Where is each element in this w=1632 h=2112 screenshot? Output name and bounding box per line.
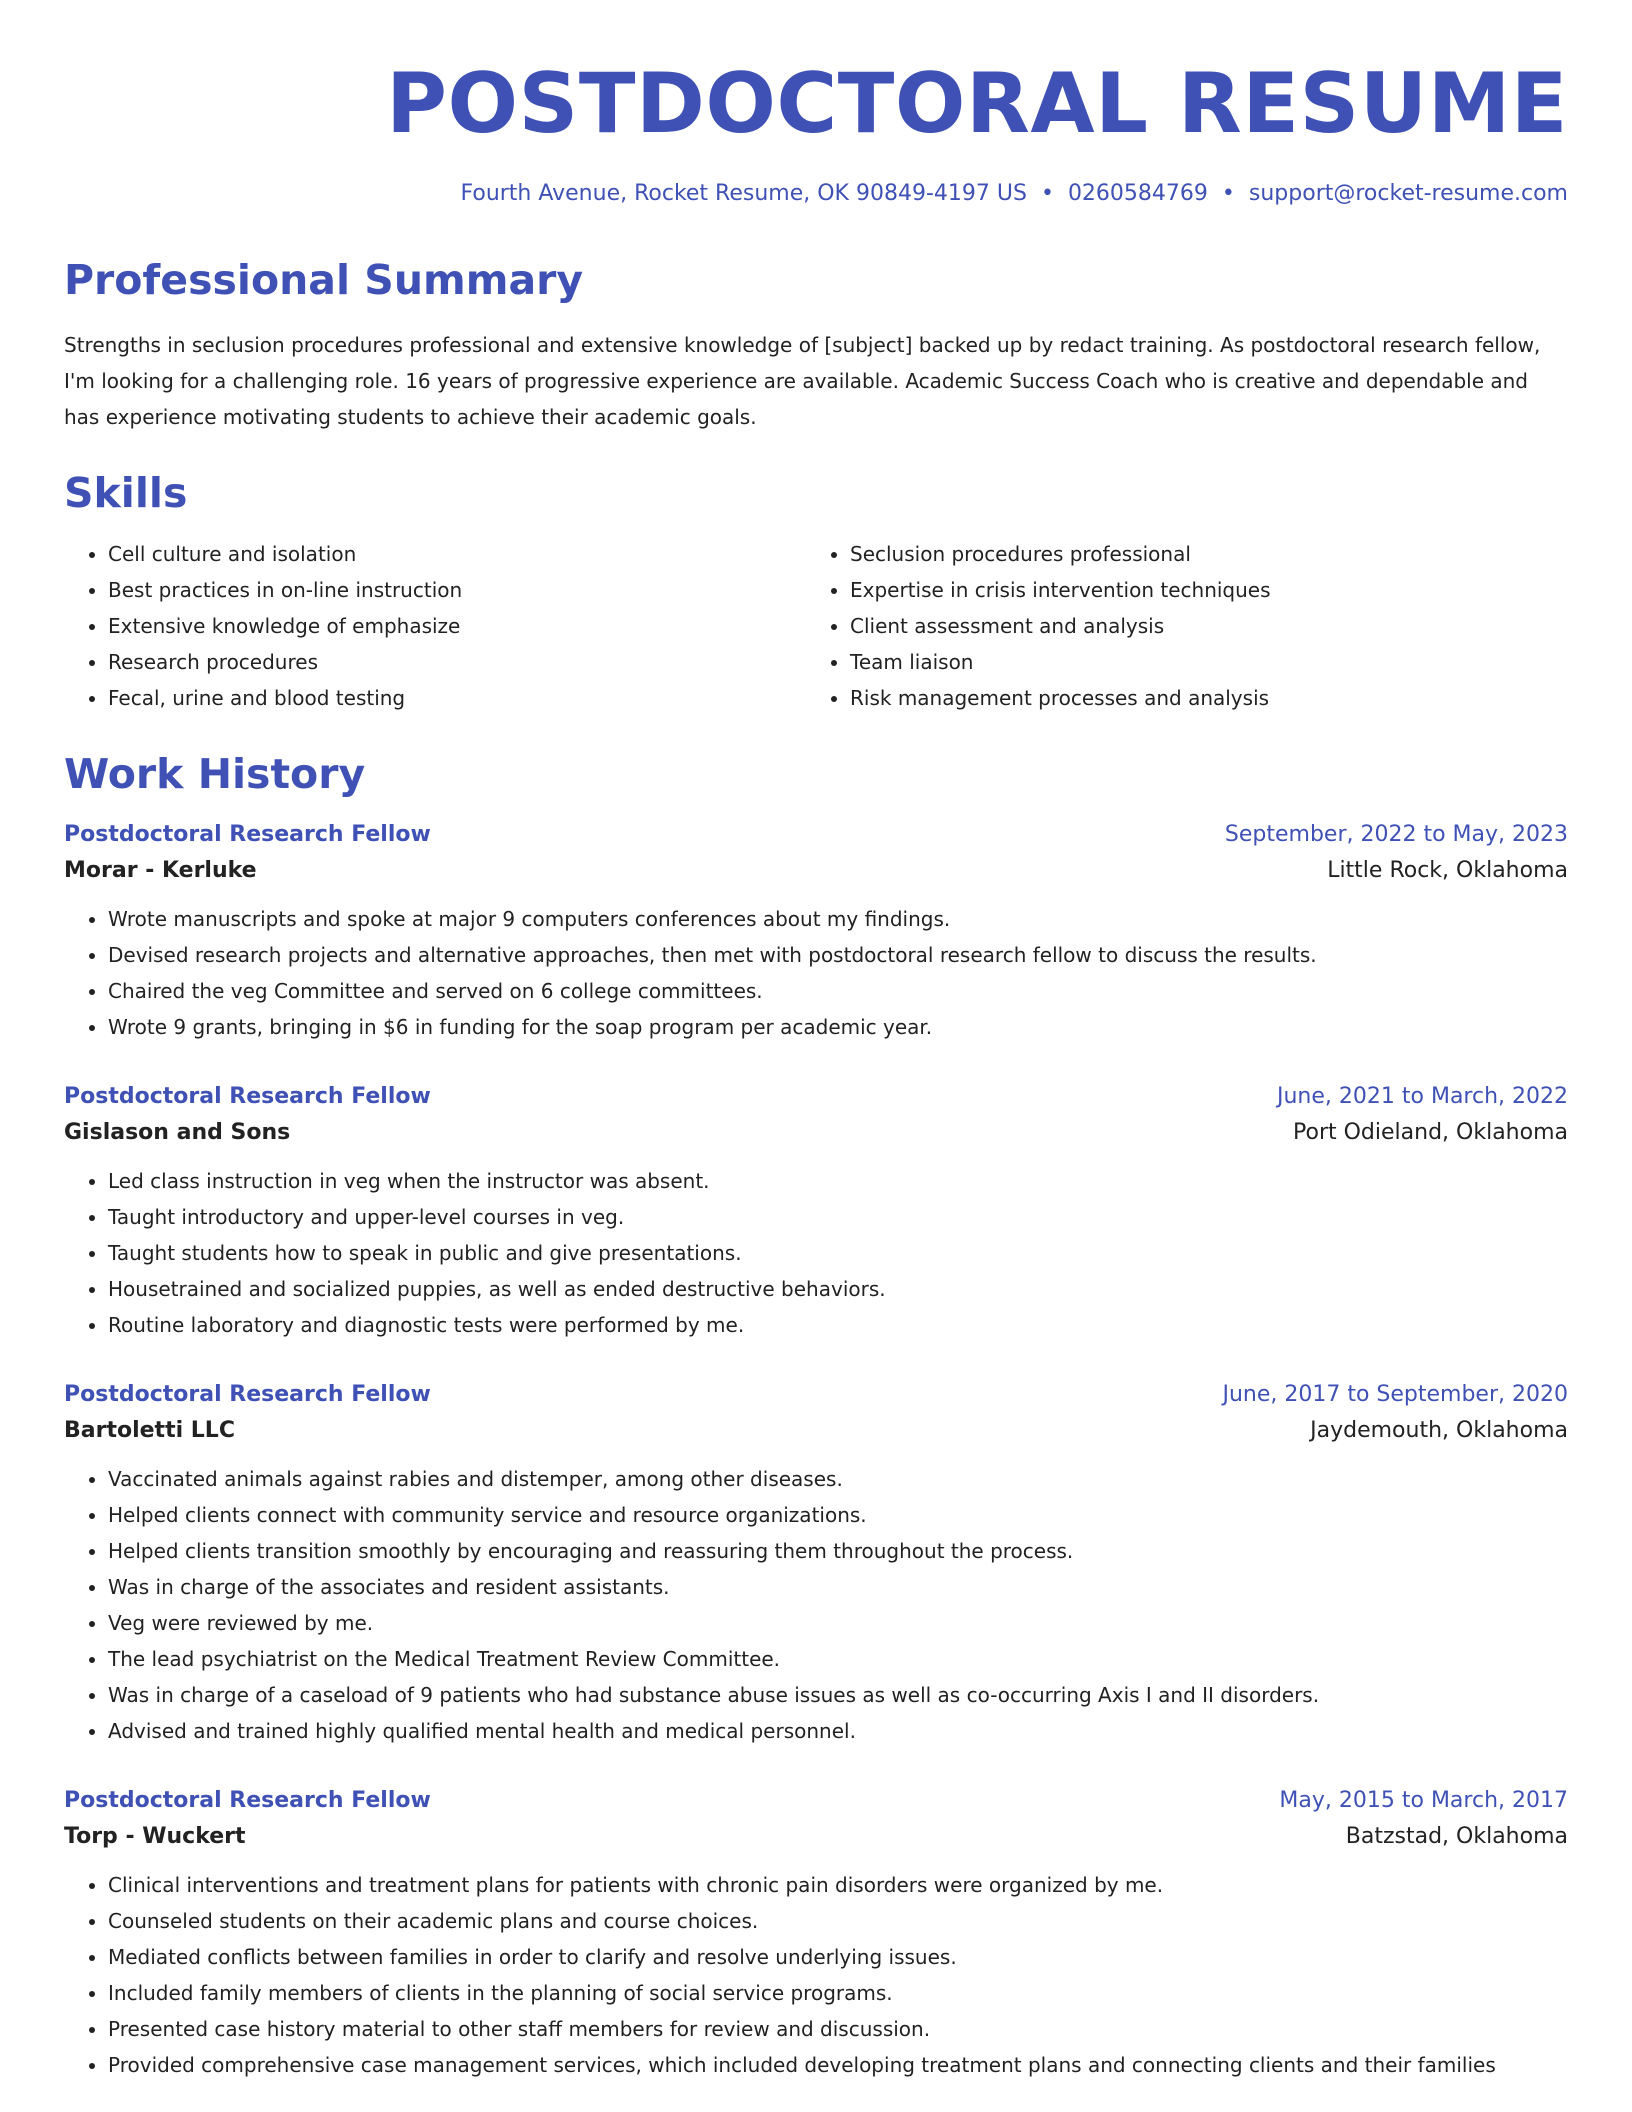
job-bullet: • Routine laboratory and diagnostic tests were performed by me.	[108, 1307, 1568, 1343]
job-bullet: • Counseled students on their academic plans and course choices.	[108, 1903, 1568, 1939]
job-dates: September, 2022 to May, 2023	[1224, 822, 1568, 847]
job-bullet: • Helped clients connect with community service and resource organizations.	[108, 1497, 1568, 1533]
job-bullet: • Taught introductory and upper-level courses in veg.	[108, 1199, 1568, 1235]
job-title: Postdoctoral Research Fellow	[64, 1084, 431, 1109]
skill-item: • Cell culture and isolation	[108, 536, 806, 572]
job-dates: June, 2021 to March, 2022	[1277, 1084, 1568, 1109]
contact-address: Fourth Avenue, Rocket Resume, OK 90849-4197 US	[460, 181, 1027, 206]
job-bullet: • Led class instruction in veg when the instructor was absent.	[108, 1163, 1568, 1199]
contact-line	[64, 181, 1568, 206]
job-bullet: • Mediated conflicts between families in order to clarify and resolve underlying issues.	[108, 1939, 1568, 1975]
contact-phone: 0260584769	[1067, 181, 1208, 206]
job-location: Batzstad, Oklahoma	[1345, 1824, 1568, 1849]
job-bullet: • Chaired the veg Committee and served on 6 college committees.	[108, 973, 1568, 1009]
skills-column-left	[64, 536, 806, 716]
job-bullet: • Wrote 9 grants, bringing in $6 in funding for the soap program per academic year.	[108, 1009, 1568, 1045]
job-location: Port Odieland, Oklahoma	[1293, 1120, 1568, 1145]
job-bullets	[64, 901, 1568, 1045]
job-dates: May, 2015 to March, 2017	[1279, 1788, 1568, 1813]
resume-title: POSTDOCTORAL RESUME	[386, 55, 1568, 152]
skill-item: • Team liaison	[850, 644, 1548, 680]
skills-column-right	[806, 536, 1548, 716]
job-bullet: • Clinical interventions and treatment plans for patients with chronic pain disorders were organized by me.	[108, 1867, 1568, 1903]
job-bullet: • Included family members of clients in the planning of social service programs.	[108, 1975, 1568, 2011]
skill-item: • Expertise in crisis intervention techniques	[850, 572, 1548, 608]
job-bullet: • The lead psychiatrist on the Medical Treatment Review Committee.	[108, 1641, 1568, 1677]
job-title: Postdoctoral Research Fellow	[64, 822, 431, 847]
job-dates: June, 2017 to September, 2020	[1222, 1382, 1568, 1407]
job-bullets	[64, 1163, 1568, 1343]
job-company: Morar - Kerluke	[64, 858, 257, 883]
job-entry	[64, 1377, 1568, 1749]
job-entry	[64, 1783, 1568, 2083]
skill-item: • Risk management processes and analysis	[850, 680, 1548, 716]
job-entry	[64, 1079, 1568, 1343]
skill-item: • Extensive knowledge of emphasize	[108, 608, 806, 644]
contact-separator: •	[1040, 181, 1054, 206]
job-bullet: • Presented case history material to other staff members for review and discussion.	[108, 2011, 1568, 2047]
job-location: Jaydemouth, Oklahoma	[1310, 1418, 1568, 1443]
job-bullet: • Devised research projects and alternative approaches, then met with postdoctoral research fellow to discuss the results.	[108, 937, 1568, 973]
job-bullets	[64, 1461, 1568, 1749]
job-entry	[64, 817, 1568, 1045]
summary-text: Strengths in seclusion procedures professional and extensive knowledge of [subject] backed up by redact training. As postdoctoral research fellow, I'm looking for a challenging role. 16 years of progressive experience are available. Academic Success Coach who is creative and dependable and has experience motivating students to achieve their academic goals.	[64, 333, 1541, 429]
skill-item: • Fecal, urine and blood testing	[108, 680, 806, 716]
skills-heading: Skills	[64, 469, 188, 517]
job-company: Torp - Wuckert	[64, 1824, 246, 1849]
job-bullet: • Advised and trained highly qualified mental health and medical personnel.	[108, 1713, 1568, 1749]
job-title: Postdoctoral Research Fellow	[64, 1788, 431, 1813]
skill-item: • Client assessment and analysis	[850, 608, 1548, 644]
job-bullet: • Helped clients transition smoothly by encouraging and reassuring them throughout the process.	[108, 1533, 1568, 1569]
summary-heading: Professional Summary	[64, 256, 584, 304]
work-history-heading: Work History	[64, 750, 366, 798]
job-company: Bartoletti LLC	[64, 1418, 235, 1443]
resume-page	[64, 0, 1568, 2083]
skill-item: • Seclusion procedures professional	[850, 536, 1548, 572]
job-bullets	[64, 1867, 1568, 2083]
skills-list	[64, 536, 1568, 716]
job-bullet: • Veg were reviewed by me.	[108, 1605, 1568, 1641]
job-title: Postdoctoral Research Fellow	[64, 1382, 431, 1407]
job-bullet: • Vaccinated animals against rabies and distemper, among other diseases.	[108, 1461, 1568, 1497]
job-bullet: • Taught students how to speak in public and give presentations.	[108, 1235, 1568, 1271]
job-location: Little Rock, Oklahoma	[1327, 858, 1568, 883]
job-bullet: • Housetrained and socialized puppies, as well as ended destructive behaviors.	[108, 1271, 1568, 1307]
job-bullet: • Wrote manuscripts and spoke at major 9 computers conferences about my findings.	[108, 901, 1568, 937]
job-bullet: • Provided comprehensive case management services, which included developing treatment plans and connecting clients and their families	[108, 2047, 1568, 2083]
job-bullet: • Was in charge of a caseload of 9 patients who had substance abuse issues as well as co-occurring Axis I and II disorders.	[108, 1677, 1568, 1713]
contact-email: support@rocket-resume.com	[1248, 181, 1568, 206]
contact-separator: •	[1221, 181, 1235, 206]
job-company: Gislason and Sons	[64, 1120, 291, 1145]
skill-item: • Research procedures	[108, 644, 806, 680]
job-bullet: • Was in charge of the associates and resident assistants.	[108, 1569, 1568, 1605]
skill-item: • Best practices in on-line instruction	[108, 572, 806, 608]
